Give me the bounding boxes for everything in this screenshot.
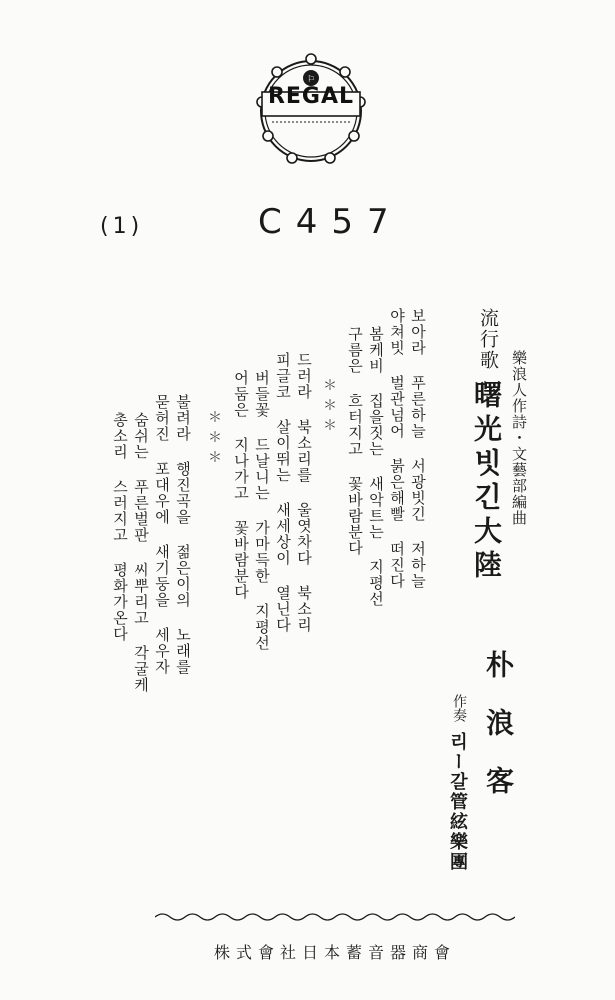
verse-1-line-4: 구름은 흐터지고 꽃바람분다 [346,326,364,556]
verse-1-line-2: 야쳐빗 벌관넘어 붉은해빨 떠진다 [388,308,406,589]
verse-3-line-4: 총소리 스러지고 평화가온다 [111,412,129,642]
wavy-divider [155,910,515,924]
verse-3-line-1: 불려라 행진곡을 젊은이의 노래를 [174,394,192,675]
side-label: (1) [100,214,144,239]
song-title: 曙光빗긴大陸 [470,380,503,584]
verse-3-line-2: 묻허진 포대우에 새기둥을 세우자 [153,394,171,675]
verse-2-line-2: 피글코 살이뛰는 새세상이 열닌다 [274,352,292,633]
performer-label: 作奏 [451,694,467,722]
regal-record-seal-icon [252,52,370,170]
publisher-name: 株式會社日本蓄音器商會 [213,943,456,962]
verse-2-line-3: 버들꽃 드날니는 가마득한 지평선 [253,370,271,651]
lyric-music-credit: 樂浪人作詩・文藝部編曲 [510,350,528,526]
catalog-number: C457 [258,202,403,242]
brand-name: REGAL [267,84,355,109]
performer-name: 리ー갈管絃樂團 [447,732,468,872]
verse-3-line-3: 숨쉬는 푸른벌판 씨뿌리고 각굴케 [132,412,150,693]
verse-2-line-4: 어둠은 지나가고 꽃바람분다 [232,370,250,600]
verse-1-divider: ＊＊＊ [321,378,337,438]
genre-label: 流行歌 [477,308,499,371]
svg-text:⚐: ⚐ [306,75,316,85]
regal-logo [252,52,370,170]
verse-1-line-3: 봄케비 집을짓는 새악트는 지평선 [367,326,385,607]
verse-2-line-1: 드러라 북소리를 울엿차다 북소리 [295,352,313,633]
verse-1-line-1: 보아라 푸른하늘 서광빗긴 저하늘 [409,308,427,589]
verse-2-divider: ＊＊＊ [206,410,222,470]
singer-name: 朴浪客 [482,650,515,824]
